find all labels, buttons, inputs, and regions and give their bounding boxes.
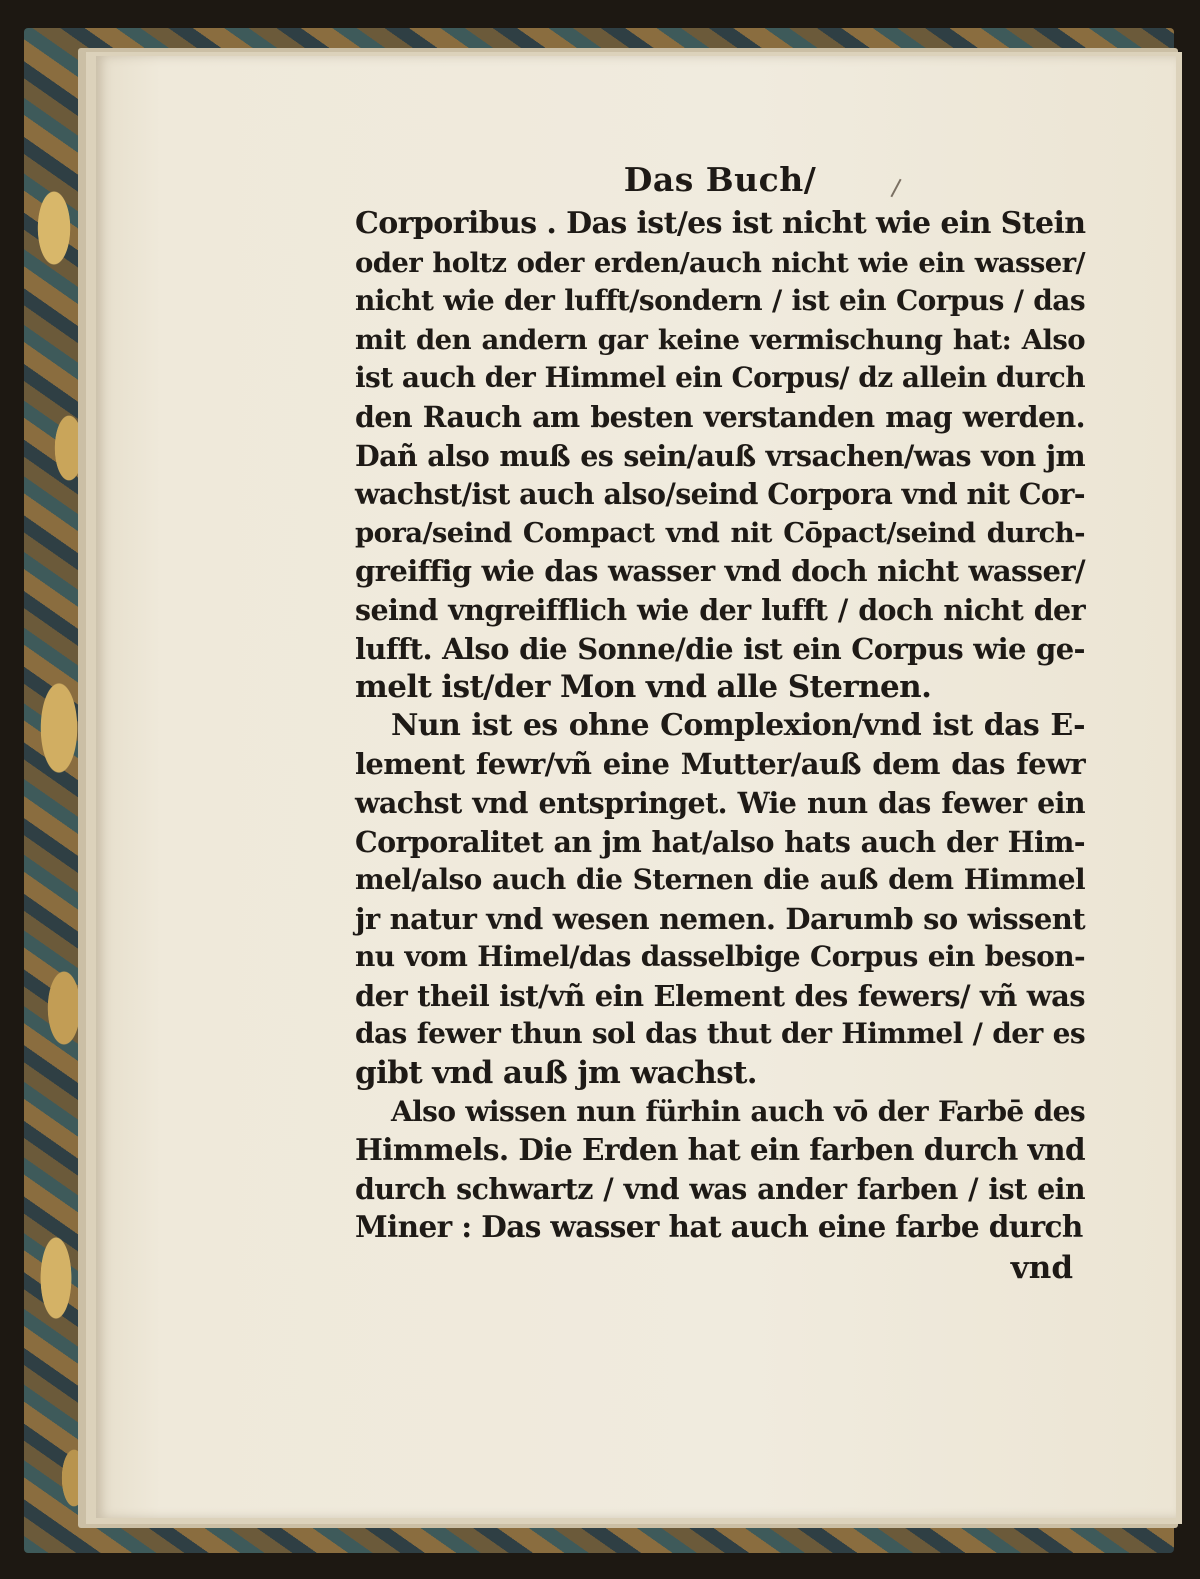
- paragraph: [355, 1093, 1085, 1247]
- paragraph: [355, 205, 1085, 707]
- text-line: Nun ist es ohne Complexion/vnd ist das E-: [391, 707, 1085, 743]
- text-line: mit den andern gar keine vermischung hat: Also: [355, 323, 1085, 356]
- text-line: greiffig wie das wasser vnd doch nicht wasser/: [355, 554, 1085, 589]
- text-line: lufft. Also die Sonne/die ist ein Corpus wie ge-: [355, 631, 1085, 666]
- text-line: Also wissen nun fürhin auch vō der Farbē des: [391, 1094, 1085, 1128]
- text-line: der theil ist/vñ ein Element des fewers/ vñ was: [355, 978, 1085, 1013]
- page-text-block: [355, 160, 1085, 1288]
- text-line: Dañ also muß es sein/auß vrsachen/was von jm: [355, 438, 1085, 473]
- text-line: jr natur vnd wesen nemen. Darumb so wissent: [355, 901, 1085, 936]
- text-line: das fewer thun sol das thut der Himmel / der es: [355, 1017, 1085, 1051]
- text-line: nu vom Himel/das dasselbige Corpus ein beson-: [355, 940, 1085, 974]
- text-line: Corporibus . Das ist/es ist nicht wie ein Stein: [355, 206, 1086, 241]
- paragraph: [355, 707, 1085, 1093]
- text-line: pora/seind Compact vnd nit Cōpact/seind durch-: [355, 516, 1085, 549]
- text-line: gibt vnd auß jm wachst.: [355, 1055, 757, 1092]
- text-line: nicht wie der lufft/sondern / ist ein Corpus / das: [355, 284, 1085, 318]
- text-line: ist auch der Himmel ein Corpus/ dz allein durch: [355, 361, 1085, 395]
- text-line: seind vngreifflich wie der lufft / doch nicht der: [355, 592, 1085, 627]
- text-line: Corporalitet an jm hat/also hats auch der Him-: [355, 824, 1085, 859]
- text-line: wachst vnd entspringet. Wie nun das fewer ein: [355, 785, 1085, 820]
- text-line: Miner : Das wasser hat auch eine farbe durch: [355, 1209, 1083, 1245]
- text-line: lement fewr/vñ eine Mutter/auß dem das fewr: [355, 747, 1085, 782]
- text-line: Himmels. Die Erden hat ein farben durch vnd: [355, 1132, 1085, 1168]
- catchword: vnd: [1010, 1250, 1073, 1287]
- text-line: wachst/ist auch also/seind Corpora vnd nit Cor-: [355, 477, 1085, 512]
- running-head: Das Buch/: [623, 160, 817, 199]
- text-line: den Rauch am besten verstanden mag werden.: [355, 399, 1085, 434]
- text-line: melt ist/der Mon vnd alle Sternen.: [355, 669, 932, 706]
- text-line: oder holtz oder erden/auch nicht wie ein wasser/: [355, 246, 1085, 279]
- text-line: durch schwartz / vnd was ander farben / ist ein: [355, 1171, 1085, 1206]
- body-text: [355, 205, 1085, 1247]
- text-line: mel/also auch die Sternen die auß dem Himmel: [355, 863, 1085, 897]
